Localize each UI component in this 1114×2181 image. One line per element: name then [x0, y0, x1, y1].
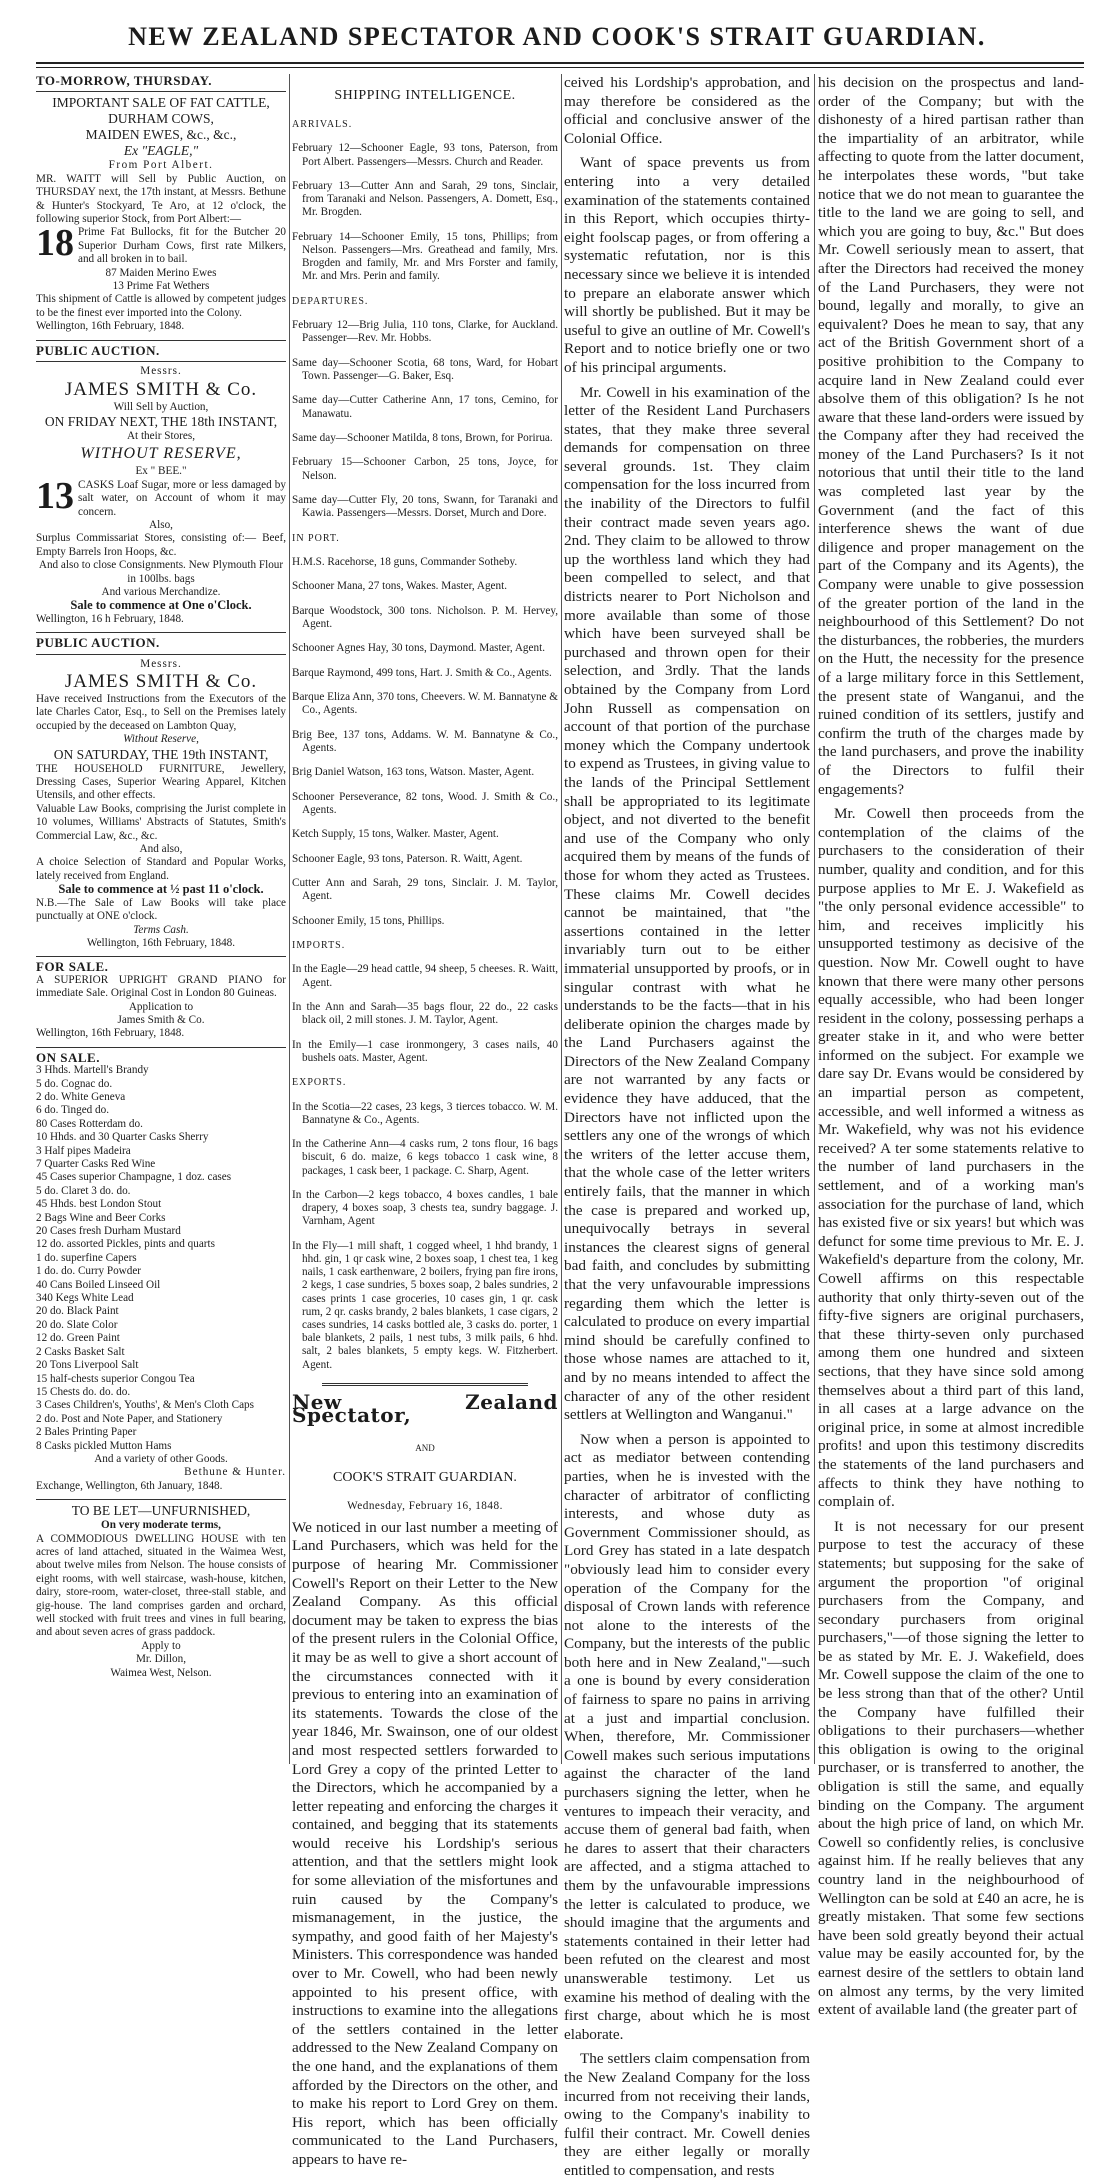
arrival-entry: February 12—Schooner Eagle, 93 tons, Paterson, from Port Albert. Passengers—Messrs. Church and Reader.	[292, 142, 558, 168]
ad-line: Without Reserve,	[123, 733, 199, 746]
sale-item: 8 Casks pickled Mutton Hams	[36, 1439, 172, 1452]
ad-heading: PUBLIC AUCTION.	[36, 635, 160, 651]
ad-body: A SUPERIOR UPRIGHT GRAND PIANO for immediate Sale. Original Cost in London 80 Guineas.	[36, 973, 286, 1000]
sale-item: 45 Cases superior Champagne, 1 doz. cases	[36, 1171, 232, 1184]
editorial-paragraph: We noticed in our last number a meeting of Land Purchasers, which was held for the purpose of hearing Mr. Commissioner Cowell's Report on their Letter to the New Zealand Company. As this official document may be taken to express the bias of the present rulers in the Colonial Office, it may be as well to give a short account of the circumstances connected with it previous to entering into an examination of its statements. Towards the close of the year 1846, Mr. Swainson, one of our oldest and most respected settlers forwarded to Lord Grey a copy of the printed Letter to the Directors, which he accompanied by a letter repeating and enforcing the charges it contained, and begging that its statements would receive his Lordship's serious attention, and that the settlers might look for some alleviation of the misfortunes and ruin caused by the Company's mismanagement, in the justice, the sympathy, and good faith of her Majesty's Ministers. This correspondence was handed over to Mr. Cowell, who had been newly appointed to his present office, with instructions to examine into the allegations of the settlers contained in the letter addressed to the New Zealand Company on the one hand, and the explanations of them afforded by the Directors on the other, and to make his report to Lord Grey on them. His report, which has been officially communicated to the Land Purchasers, appears to have re-	[292, 1518, 558, 2168]
ad-firm: JAMES SMITH & Co.	[64, 378, 258, 400]
sale-item: 2 do. White Geneva	[36, 1090, 126, 1103]
ad-place: Waimea West, Nelson.	[110, 1666, 212, 1679]
editorial-paragraph: his decision on the prospectus and land-order of the Company; but with the dishonesty of a hired partisan rather than the impartiality of an arbitrator, while affecting to quote from the latter document, he interpolates these words, "but take notice that we do not mean to guarantee the title to the land we are going to sell, and which you are going to buy, &c." But does Mr. Cowell seriously mean to assert, that after the Directors had received the money of the Land Purchasers, they were not bound, legally and morally, to give an equivalent? Does he mean to say, that any act of the British Government short of a positive prohibition to the Company to acquire land in New Zealand could ever absolve them of this obligation? Is he not aware that these land-orders were issued by the Company after they had received the money of the Land Purchasers? Is it not notorious that until their title to the land was completed last year by the Government (and the fact of this interference shews the want of due diligence and proper management on the part of the Company and its Agents), the Company were unable to give possession of the greater portion of the land in the neighbourhood of this Settlement? Do not the disturbances, the robberies, the murders on the Hutt, the necessity for the presence of a large military force in this Settlement, the present state of Wanganui, and the ruined condition of its settlers, justify and confirm the truth of the charges made by the land purchasers, and prove the inability of the Directors to fulfil their engagements?	[818, 74, 1084, 798]
ad-apply-to: James Smith & Co.	[117, 1013, 205, 1026]
in-port-entry: Barque Raymond, 499 tons, Hart. J. Smith & Co., Agents.	[292, 666, 552, 679]
ad-name: Mr. Dillon,	[135, 1653, 187, 1666]
ad-date: Wellington, 16 h February, 1848.	[36, 612, 184, 625]
ad-item: 13 Prime Fat Wethers	[112, 280, 210, 293]
ad-from: From Port Albert.	[108, 159, 214, 172]
column-divider	[289, 74, 290, 1764]
editorial-column-3	[818, 74, 1084, 2019]
editorial-start	[292, 1519, 558, 2170]
dateline: Wednesday, February 16, 1848.	[347, 1499, 503, 1512]
ad-line: At their Stores,	[126, 429, 196, 442]
export-entry: In the Scotia—22 cases, 23 kegs, 3 tierces tobacco. W. M. Bannatyne & Co., Agents.	[292, 1100, 558, 1126]
sale-item: 1 do. do. Curry Powder	[36, 1265, 142, 1278]
divider	[36, 632, 286, 633]
imports-heading: IMPORTS.	[292, 940, 346, 952]
ad-line: WITHOUT RESERVE,	[80, 445, 242, 463]
ad-title: IMPORTANT SALE OF FAT CATTLE, DURHAM COWS,	[52, 95, 270, 127]
shipping-column	[292, 74, 558, 2168]
ad-messrs: Messrs.	[140, 657, 182, 670]
sale-item: 3 Half pipes Madeira	[36, 1144, 131, 1157]
sale-item: 3 Hhds. Martell's Brandy	[36, 1064, 149, 1077]
sale-item: 1 do. superfine Capers	[36, 1251, 137, 1264]
ad-line: Ex " BEE."	[135, 465, 187, 478]
import-entry: In the Eagle—29 head cattle, 94 sheep, 5 cheeses. R. Waitt, Agent.	[292, 963, 558, 989]
sale-item: 5 do. Claret 3 do. do.	[36, 1184, 131, 1197]
ad-body: THE HOUSEHOLD FURNITURE, Jewellery, Dressing Cases, Superior Wearing Apparel, Kitchen Utensils, and other effects.	[36, 762, 286, 802]
editorial-paragraph: The settlers claim compensation from the New Zealand Company for the loss incurred from not receiving their lands, owing to the Company's inability to fulfil their contract. Mr. Cowell denies they are either legally or morally entitled to compensation, and rests	[564, 2050, 810, 2179]
ad-messrs: Messrs.	[140, 365, 182, 378]
drop-number: 18	[36, 222, 74, 265]
sale-item: 2 Casks Basket Salt	[36, 1345, 125, 1358]
departure-entry: Same day—Cutter Catherine Ann, 17 tons, Cemino, for Manawatu.	[292, 394, 558, 420]
on-sale-ad	[36, 1051, 286, 1493]
in-port-entry: Schooner Mana, 27 tons, Wakes. Master, Agent.	[292, 580, 508, 593]
to-let-ad	[36, 1503, 286, 1680]
sale-item: 2 Bales Printing Paper	[36, 1426, 137, 1439]
drop-number: 13	[36, 474, 74, 517]
sale-item: 10 Hhds. and 30 Quarter Casks Sherry	[36, 1131, 209, 1144]
sale-item: 20 Tons Liverpool Salt	[36, 1359, 139, 1372]
import-entry: In the Ann and Sarah—35 bags flour, 22 do., 22 casks black oil, 2 mill stones. J. M. Taylor, Agent.	[292, 1001, 558, 1027]
in-port-entry: Brig Bee, 137 tons, Addams. W. M. Bannatyne & Co., Agents.	[292, 728, 558, 754]
arrivals-list	[292, 142, 558, 283]
editorial-column-2	[564, 74, 810, 2179]
departure-entry: Same day—Schooner Matilda, 8 tons, Brown, for Porirua.	[292, 431, 553, 444]
ad-sale-time: Sale to commence at One o'Clock.	[70, 598, 252, 613]
ad-body: MR. WAITT will Sell by Public Auction, on THURSDAY next, the 17th instant, at Messrs. Bethune & Hunter's Stockyard, Te Aro, at 12 o'clock, the following superior Stock, from Port Albert:—	[36, 172, 286, 226]
ad-heading: TO BE LET—UNFURNISHED,	[71, 1503, 251, 1519]
arrival-entry: February 14—Schooner Emily, 15 tons, Phillips; from Nelson. Passengers—Mrs. Greathead and family, Mrs. Brogden and family, Mr. and Mrs Forster and family, Mr. and Mrs. Perin and family.	[292, 230, 558, 283]
cattle-sale-ad	[36, 74, 286, 334]
piano-ad	[36, 960, 286, 1040]
in-port-entry: Barque Eliza Ann, 370 tons, Cheevers. W. M. Bannatyne & Co., Agents.	[292, 691, 558, 717]
in-port-entry: Cutter Ann and Sarah, 29 tons, Sinclair. J. M. Taylor, Agent.	[292, 877, 558, 903]
on-sale-list	[36, 1064, 286, 1453]
sale-item: 45 Hhds. best London Stout	[36, 1198, 162, 1211]
arrival-entry: February 13—Cutter Ann and Sarah, 29 tons, Sinclair, from Taranaki and Nelson. Passengers, A. Domett, Esq., Mr. Brogden.	[292, 179, 558, 219]
sale-item: 2 Bags Wine and Beer Corks	[36, 1211, 166, 1224]
divider	[36, 91, 286, 92]
ad-heading: PUBLIC AUCTION.	[36, 342, 160, 358]
editorial-paragraph: ceived his Lordship's approbation, and may therefore be considered as the official and conclusive answer of the Colonial Office.	[564, 74, 810, 147]
ad-body: A COMMODIOUS DWELLING HOUSE with ten acres of land attached, situated in the Waimea West, about twelve miles from Nelson. The house consists of eight rooms, with well staircase, wash-house, kitchen, dairy, store-room, water-closet, three-stall stable, and gig-house. The land comprises garden and orchard, well stocked with fruit trees and vines in full bearing, and about seven acres of grass paddock.	[36, 1532, 286, 1639]
sale-item: 20 do. Black Paint	[36, 1305, 119, 1318]
ad-sale-time: Sale to commence at ½ past 11 o'clock.	[58, 882, 264, 897]
divider	[36, 1047, 286, 1048]
sale-item: 2 do. Post and Note Paper, and Stationery	[36, 1412, 223, 1425]
ad-line: ON FRIDAY NEXT, THE 18th INSTANT,	[44, 413, 278, 429]
ad-body: And also to close Consignments. New Plymouth Flour in 100lbs. bags	[38, 559, 284, 585]
ad-title: MAIDEN EWES, &c., &c.,	[85, 127, 237, 143]
sale-item: 40 Cans Boiled Linseed Oil	[36, 1278, 161, 1291]
ad-heading: FOR SALE.	[36, 959, 109, 975]
in-port-entry: Schooner Emily, 15 tons, Phillips.	[292, 914, 445, 927]
export-entry: In the Catherine Ann—4 casks rum, 2 tons flour, 16 bags biscuit, 6 do. maize, 6 kegs tobacco 1 cask wine, 8 packages, 1 cask beer, 1 package. C. Sharp, Agent.	[292, 1138, 558, 1177]
editorial-paragraph: Mr. Cowell then proceeds from the contemplation of the claims of the purchasers to the consideration of their number, quality and condition, and for this purpose applies to Mr E. J. Wakefield as "the only personal evidence accessible" to him, and receives implicitly his unsupported testimony as decisive of the question. Now Mr. Cowell ought to have known that there were many other persons equally accessible, who had been longer resident in the colony, possessing perhaps a greater stake in it, and who were better informed on the subject. For example we dare say Dr. Evans would be considered by an impartial person as competent, accessible, and well informed a witness as Mr. Wakefield, why was not his evidence received? A ter some statements relative to the number of land purchasers in the settlement, and of a working man's association for the purchase of land, which has existed five or six years! but which was defunct for some time previous to Mr. E. J. Wakefield's departure from the colony, Mr. Cowell affirms on this respectable authority that only thirty-seven out of the fifty-five signers are original purchasers, that these thirty-seven only purchased among them one hundred and sixteen sections, that they have since sold among themselves about a third part of this land, in all cases at a large advance on the original price, in some at almost incredible profits! and upon this testimony discredits the statements of the land purchasers and affects to think they have nothing to complain of.	[818, 805, 1084, 1511]
ad-date: Wellington, 16th February, 1848.	[36, 320, 185, 333]
ad-heading: ON SALE.	[36, 1049, 100, 1065]
sale-item: 15 half-chests superior Congou Tea	[36, 1372, 195, 1385]
column-divider	[814, 74, 815, 1764]
ad-item: 87 Maiden Merino Ewes	[105, 266, 217, 279]
sale-item: 3 Cases Children's, Youths', & Men's Cloth Caps	[36, 1399, 255, 1412]
ad-signature: Bethune & Hunter.	[184, 1466, 286, 1479]
sale-item: 80 Cases Rotterdam do.	[36, 1117, 143, 1130]
imports-list	[292, 963, 558, 1065]
ad-body: And various Merchandize.	[101, 585, 221, 598]
sale-item: 6 do. Tinged do.	[36, 1104, 110, 1117]
in-port-entry: Schooner Perseverance, 82 tons, Wood. J. Smith & Co., Agents.	[292, 790, 558, 816]
ad-line: ON SATURDAY, THE 19th INSTANT,	[53, 746, 269, 762]
ad-line: Will Sell by Auction,	[113, 400, 209, 413]
divider	[36, 956, 286, 957]
departure-entry: Same day—Cutter Fly, 20 tons, Swann, for Taranaki and Kawia. Passengers—Messrs. Dorset, Murch and Dore.	[292, 493, 558, 520]
divider	[36, 361, 286, 362]
ad-firm: JAMES SMITH & Co.	[64, 671, 258, 692]
in-port-heading: IN PORT.	[292, 532, 340, 544]
ad-also: And also,	[139, 843, 183, 856]
ad-note: N.B.—The Sale of Law Books will take place punctually at ONE o'clock.	[36, 896, 286, 923]
ad-note: This shipment of Cattle is allowed by competent judges to be the finest ever imported into the Colony.	[36, 293, 286, 319]
import-entry: In the Emily—1 case ironmongery, 3 cases nails, 40 bushels oats. Master, Agent.	[292, 1038, 558, 1064]
ad-apply: Apply to	[141, 1639, 181, 1652]
ad-item: 20 Superior Durham Cows, first rate Milkers, and all broken in to bail.	[78, 226, 287, 266]
ad-body: Surplus Commissariat Stores, consisting of:— Beef, Empty Barrels Iron Hoops, &c.	[36, 532, 286, 558]
export-entry: In the Carbon—2 kegs tobacco, 4 boxes candles, 1 bale drapery, 4 boxes soap, 3 chests tea, sundry baggage. J. Varnham, Agent	[292, 1188, 558, 1228]
editorial-paragraph: Mr. Cowell in his examination of the letter of the Resident Land Purchasers states, that they make three several demands for compensation on three several grounds. 1st. They claim compensation for the loss incurred from the inability of the Directors to fulfil their contract made seven years ago. 2nd. They claim to be allowed to throw up the worthless land which they had been compelled to select, and that districts nearer to Port Nicholson and more available than some of those which have been surveyed shall be purchased and thrown open for their selection, and 3rdly. That the lands obtained by the Company from Lord John Russell as compensation on account of that portion of the purchase money which the Company undertook to expend as Trustees, in giving value to the lands of the Principal Settlement shall be appropriated to its legitimate object, and not diverted to the benefit and use of the Company who only acquired them by means of the funds of those for whom they acted as Trustees. These claims Mr. Cowell decides cannot be maintained, that "the assertions contained in the letter invariably turn out to be either immaterial unsupported by proofs, or in singular contrast with what he understands to be the facts—that in his deliberate opinion the charges made by the Land Purchasers against the Directors of the New Zealand Company are not warranted by any facts or evidence they have adduced, that the Directors have not inflicted upon the settlers any one of the wrongs of which the writers of the letter accuse them, that the whole case of the letter writers entirely fails, that the manner in which the case is prepared and worked up, unequivocally betrays in several instances the clearest signs of general bad faith, and concludes by submitting that the very unfavourable impressions regarding them which the letter is calculated to produce on every impartial mind should be carefully confined to those whose names are attached to it, and by no means intended to affect the character of any of the other resident settlers at Wellington and Wanganui."	[564, 383, 810, 1424]
in-port-entry: Schooner Eagle, 93 tons, Paterson. R. Waitt, Agent.	[292, 852, 523, 865]
sale-item: 340 Kegs White Lead	[36, 1292, 134, 1305]
divider	[36, 1499, 286, 1500]
sale-item: 12 do. Green Paint	[36, 1332, 120, 1345]
sale-item: 7 Quarter Casks Red Wine	[36, 1158, 156, 1170]
ad-heading: TO-MORROW, THURSDAY.	[36, 73, 213, 88]
ad-date: Exchange, Wellington, 6th January, 1848.	[36, 1479, 223, 1492]
exports-list	[292, 1101, 558, 1372]
sale-item: 20 do. Slate Color	[36, 1318, 118, 1331]
ad-also: Also,	[149, 518, 173, 531]
sale-item: 20 Cases fresh Durham Mustard	[36, 1225, 181, 1238]
in-port-entry: Schooner Agnes Hay, 30 tons, Daymond. Master, Agent.	[292, 642, 545, 655]
ad-body: Valuable Law Books, comprising the Jurist complete in 10 volumes, Williams' Abstracts of Statutes, Smith's Commercial Law, &c., &c.	[36, 802, 286, 842]
in-port-entry: H.M.S. Racehorse, 18 guns, Commander Sotheby.	[292, 555, 518, 568]
export-entry: In the Fly—1 mill shaft, 1 cogged wheel, 1 hhd brandy, 1 hhd. gin, 1 qr cask wine, 2 boxes soap, 1 chest tea, 1 keg nails, 1 cask earthenware, 2 boilers, frying pan fire irons, 2 kegs, 1 case sundries, 5 boxes soap, 2 bales sundries, 2 cases prints 1 case groceries, 10 cases gin, 1 qr. cask rum, 2 qr. casks brandy, 2 bales blankets, 1 case cigars, 2 cases sundries, 14 casks bottled ale, 3 casks do. porter, 1 bale blankets, 2 pails, 1 nest tubs, 3 milk pails, 6 hhd. salt, 2 bales blankets, 5 empty kegs. W. Fitzherbert. Agent.	[292, 1239, 558, 1371]
editorial-paragraph: It is not necessary for our present purpose to test the accuracy of these statements; but supposing for the sake of argument the proportion "of original purchasers from the Company, and secondary purchasers from original purchasers,"—of those signing the letter to be as stated by Mr. E. J. Wakefield, does Mr. Cowell suppose the claim of the one to be less strong than that of the other? Until the Company have fulfilled their obligations to their purchasers—whether this obligation is owing to the original purchaser, or is transferred to another, the obligation is still the same, and equally binding on the Company. The argument about the high price of land, on which Mr. Cowell so confidently relies, is conclusive against him. If he really believes that any country land in the neighbourhood of Wellington can be sold at £40 an acre, he is greatly mistaken. That some few sections have been sold greatly beyond their actual value may be easily accounted for, by the earnest desire of the settlers to obtain land on almost any terms, by the very limited extent of available land (the greater part of	[818, 1517, 1084, 2019]
sale-item: 12 do. assorted Pickles, pints and quarts	[36, 1238, 215, 1251]
ad-body: Have received Instructions from the Executors of the late Charles Cator, Esq., to Sell on the Premises lately occupied by the deceased on Lambton Quay,	[36, 693, 286, 732]
masthead-rule	[36, 62, 1084, 64]
editorial-paragraph: Want of space prevents us from entering into a very detailed examination of the statements contained in this Report, which occupies thirty-eight foolscap pages, or from offering a systematic refutation, nor is this necessary since we believe it is intended to prepare an elaborate answer which will shortly be published. But it may be useful to give an outline of Mr. Cowell's Report and to notice briefly one or two of his principal arguments.	[564, 154, 810, 376]
ad-terms: Terms Cash.	[133, 923, 189, 936]
departures-heading: DEPARTURES.	[292, 295, 369, 307]
in-port-entry: Barque Woodstock, 300 tons. Nicholson. P. M. Hervey, Agent.	[292, 604, 558, 630]
paper-and: AND	[415, 1443, 435, 1454]
ad-sub: On very moderate terms,	[101, 1519, 221, 1532]
masthead: NEW ZEALAND SPECTATOR AND COOK'S STRAIT GUARDIAN.	[128, 22, 986, 51]
paper-title: New Zealand Spectator,	[292, 1389, 558, 1428]
shipping-heading: SHIPPING INTELLIGENCE.	[334, 88, 516, 103]
masthead-rule-thin	[36, 67, 1084, 68]
ad-body: CASKS Loaf Sugar, more or less damaged by salt water, on Account of whom it may concern.	[78, 478, 286, 518]
advertisements-column	[36, 74, 286, 1764]
ad-item: Prime Fat Bullocks, fit for the Butcher	[78, 226, 269, 239]
divider	[36, 340, 286, 341]
ad-date: Wellington, 16th February, 1848.	[86, 936, 236, 949]
ad-ex: Ex "EAGLE,"	[123, 143, 199, 159]
ad-body: A choice Selection of Standard and Popular Works, lately received from England.	[36, 856, 286, 882]
in-port-list	[292, 556, 558, 928]
departure-entry: February 12—Brig Julia, 110 tons, Clarke, for Auckland. Passenger—Rev. Mr. Hobbs.	[292, 319, 558, 345]
in-port-entry: Brig Daniel Watson, 163 tons, Watson. Master, Agent.	[292, 766, 535, 779]
departure-entry: February 15—Schooner Carbon, 25 tons, Joyce, for Nelson.	[292, 456, 558, 482]
exports-heading: EXPORTS.	[292, 1077, 347, 1089]
auction-ad-2	[36, 636, 286, 950]
departure-entry: Same day—Schooner Scotia, 68 tons, Ward, for Hobart Town. Passenger—G. Baker, Esq.	[292, 356, 558, 382]
auction-ad-1	[36, 344, 286, 627]
divider	[322, 1383, 528, 1386]
ad-apply: Application to	[128, 1000, 194, 1013]
arrivals-heading: ARRIVALS.	[292, 119, 353, 130]
sale-item: 5 do. Cognac do.	[36, 1077, 113, 1090]
ad-variety: And a variety of other Goods.	[94, 1452, 228, 1465]
ad-date: Wellington, 16th February, 1848.	[36, 1027, 185, 1040]
sale-item: 15 Chests do. do. do.	[36, 1385, 131, 1398]
editorial-paragraph: Now when a person is appointed to act as mediator between contending parties, when he is invested with the character of arbitrator of conflicting interests, and whose duty as Government Commissioner should, as Lord Grey has stated in a late despatch "obviously lead him to consider every operation of the Company for the disposal of Crown lands with reference not alone to the interests of the Company, but the interests of the public both here and in New Zealand,"—such a one is bound by every consideration of fairness to spare no pains in arriving at a just and impartial conclusion. When, therefore, Mr. Commissioner Cowell makes such serious imputations against the character of the land purchasers signing the letter, when he ventures to impeach their veracity, and accuse them of general bad faith, when he dares to assert that their characters are affected, and a stigma attached to them by the unfavourable impressions the letter is calculated to produce, we should imagine that the arguments and statements contained in their letter had been refuted on the clearest and most unanswerable testimony. Let us examine his method of dealing with the first charge, about which he is most elaborate.	[564, 1430, 810, 2043]
paper-subtitle: COOK'S STRAIT GUARDIAN.	[333, 1469, 517, 1485]
departures-list	[292, 319, 558, 520]
divider	[36, 654, 286, 655]
in-port-entry: Ketch Supply, 15 tons, Walker. Master, Agent.	[292, 828, 499, 841]
column-divider	[561, 74, 562, 1764]
